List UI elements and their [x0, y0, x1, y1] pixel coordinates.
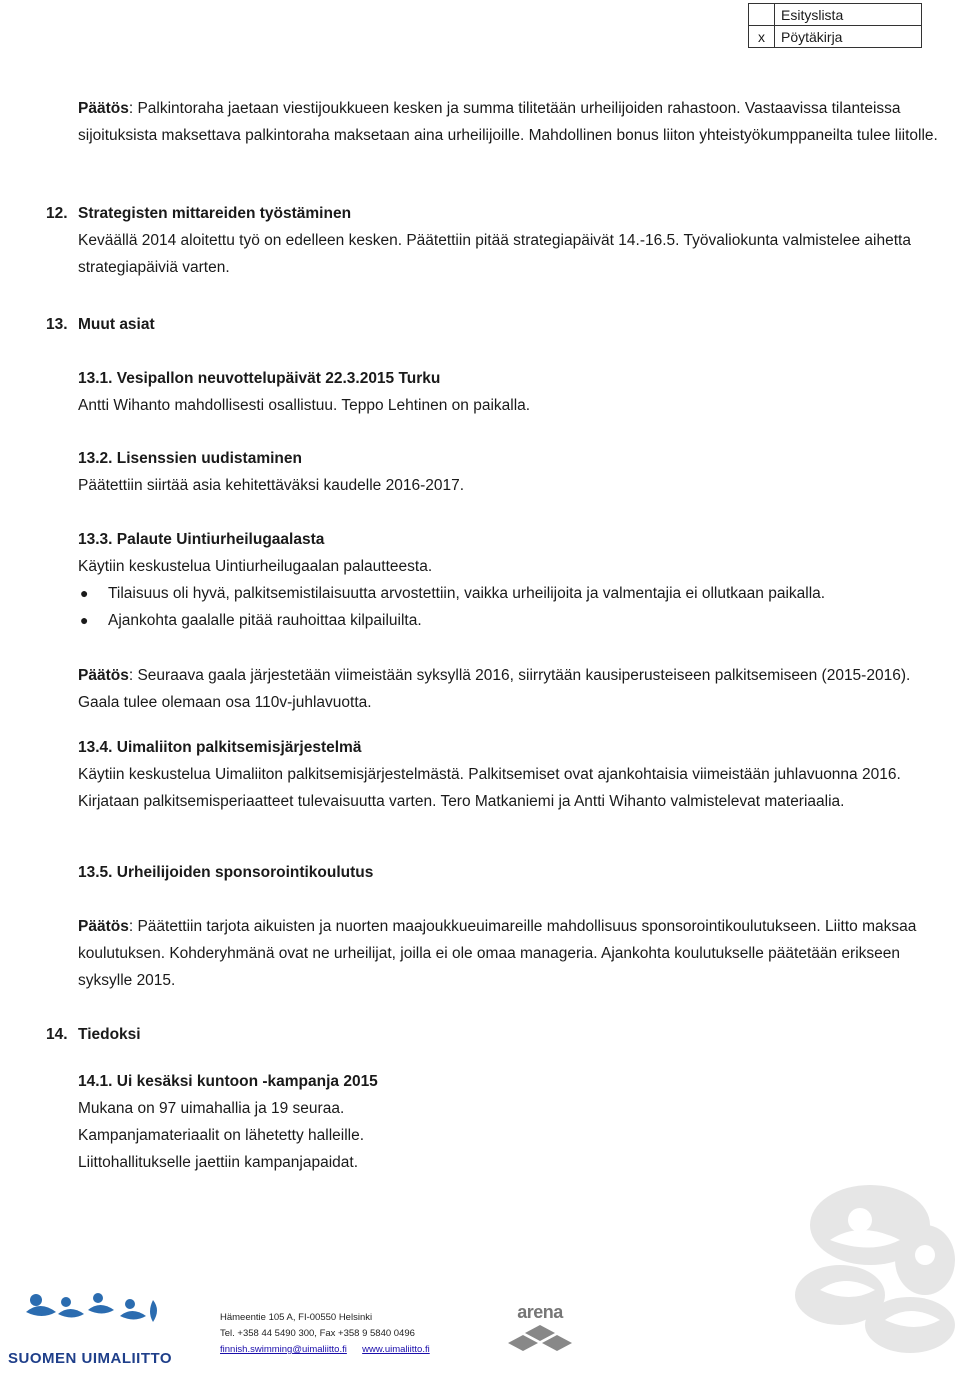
doc-type-row	[749, 4, 922, 26]
decision-label: Päätös	[78, 100, 129, 117]
doc-type-mark: x	[749, 26, 775, 48]
bullet-item: Tilaisuus oli hyvä, palkitsemistilaisuutta arvostettiin, vaikka urheilijoita ja valmentajia ei ollutkaan paikalla.	[108, 585, 826, 602]
section-title: Strategisten mittareiden työstäminen	[78, 205, 352, 222]
decision-text: : Palkintoraha jaetaan viestijoukkueen kesken ja summa tilitetään urheilijoiden rahastoon. Vastaavissa tilanteissa sijoituksista maksettava palkintoraha maksetaan aina urheilijoille. Mahdollinen bonus liiton yhteistyökumppaneilta tulee liitolle.	[78, 100, 938, 144]
document-type-table	[748, 3, 922, 48]
section-title: Tiedoksi	[78, 1026, 141, 1043]
subsection-text: Käytiin keskustelua Uintiurheilugaalan palautteesta.	[78, 558, 433, 575]
subsection-title: 13.1. Vesipallon neuvottelupäivät 22.3.2015 Turku	[78, 370, 441, 387]
subsection-line: Kampanjamateriaalit on lähetetty halleille.	[78, 1127, 365, 1144]
subsection-text: Antti Wihanto mahdollisesti osallistuu. Teppo Lehtinen on paikalla.	[78, 397, 531, 414]
logo-text: SUOMEN UIMALIITTO	[8, 1350, 173, 1367]
bullet-icon: ●	[80, 612, 89, 628]
subsection-title: 13.3. Palaute Uintiurheilugaalasta	[78, 531, 325, 548]
decision-paragraph	[78, 913, 938, 994]
uimaliitto-logo-icon	[8, 1290, 178, 1350]
decision-text: : Seuraava gaala järjestetään viimeistään syksyllä 2016, siirrytään kausiperusteiseen palkitsemiseen (2015-2016). Gaala tulee olemaan osa 110v-juhlavuotta.	[78, 667, 911, 711]
sponsor-logo	[505, 1302, 575, 1360]
subsection-text: Päätettiin siirtää asia kehitettäväksi kaudelle 2016-2017.	[78, 477, 465, 494]
subsection-line: Liittohallitukselle jaettiin kampanjapaidat.	[78, 1154, 359, 1171]
section-title: Muut asiat	[78, 316, 155, 333]
bullet-icon: ●	[80, 585, 89, 601]
subsection-text: Käytiin keskustelua Uimaliiton palkitsemisjärjestelmästä. Palkitsemiset ovat ajankohtaisia viimeistään juhlavuonna 2016. Kirjataan palkitsemisperiaatteet tulevaisuutta varten. Tero Matkaniemi ja Antti Wihanto valmistelevat materiaalia.	[78, 766, 901, 810]
footer-links	[220, 1342, 430, 1358]
bullet-item: Ajankohta gaalalle pitää rauhoittaa kilpailuilta.	[108, 612, 422, 629]
section-number: 14.	[46, 1026, 68, 1043]
section-text: Keväällä 2014 aloitettu työ on edelleen kesken. Päätettiin pitää strategiapäivät 14.-16.5. Työvaliokunta valmistelee aihetta strategiapäiviä varten.	[78, 232, 911, 276]
decision-paragraph	[78, 662, 938, 716]
decision-text: : Päätettiin tarjota aikuisten ja nuorten maajoukkueuimareille mahdollisuus sponsorointikoulutukseen. Liitto maksaa koulutuksen. Kohderyhmänä ovat ne urheilijat, joilla ei ole omaa manageria. Ajankohta koulutukselle päätetään erikseen syksylle 2015.	[78, 918, 917, 989]
sponsor-name: arena	[517, 1302, 563, 1322]
doc-type-row	[749, 26, 922, 48]
decision-label: Päätös	[78, 667, 129, 684]
subsection-title: 13.4. Uimaliiton palkitsemisjärjestelmä	[78, 739, 362, 756]
footer-contact	[220, 1310, 430, 1358]
doc-type-label: Esityslista	[775, 4, 922, 26]
website-link[interactable]: www.uimaliitto.fi	[362, 1344, 430, 1355]
subsection-title: 14.1. Ui kesäksi kuntoon -kampanja 2015	[78, 1073, 378, 1090]
swimmer-watermark-icon	[760, 1180, 960, 1360]
section-number: 13.	[46, 316, 68, 333]
subsection-title: 13.5. Urheilijoiden sponsorointikoulutus	[78, 864, 374, 881]
decision-label: Päätös	[78, 918, 129, 935]
email-link[interactable]: finnish.swimming@uimaliitto.fi	[220, 1344, 347, 1355]
subsection-line: Mukana on 97 uimahallia ja 19 seuraa.	[78, 1100, 345, 1117]
section-number: 12.	[46, 205, 68, 222]
footer-phone: Tel. +358 44 5490 300, Fax +358 9 5840 0496	[220, 1328, 415, 1339]
subsection-title: 13.2. Lisenssien uudistaminen	[78, 450, 302, 467]
footer-address: Hämeentie 105 A, FI-00550 Helsinki	[220, 1312, 373, 1323]
diamond-logo-icon	[505, 1323, 575, 1355]
decision-paragraph	[78, 95, 938, 149]
doc-type-mark	[749, 4, 775, 26]
doc-type-label: Pöytäkirja	[775, 26, 922, 48]
